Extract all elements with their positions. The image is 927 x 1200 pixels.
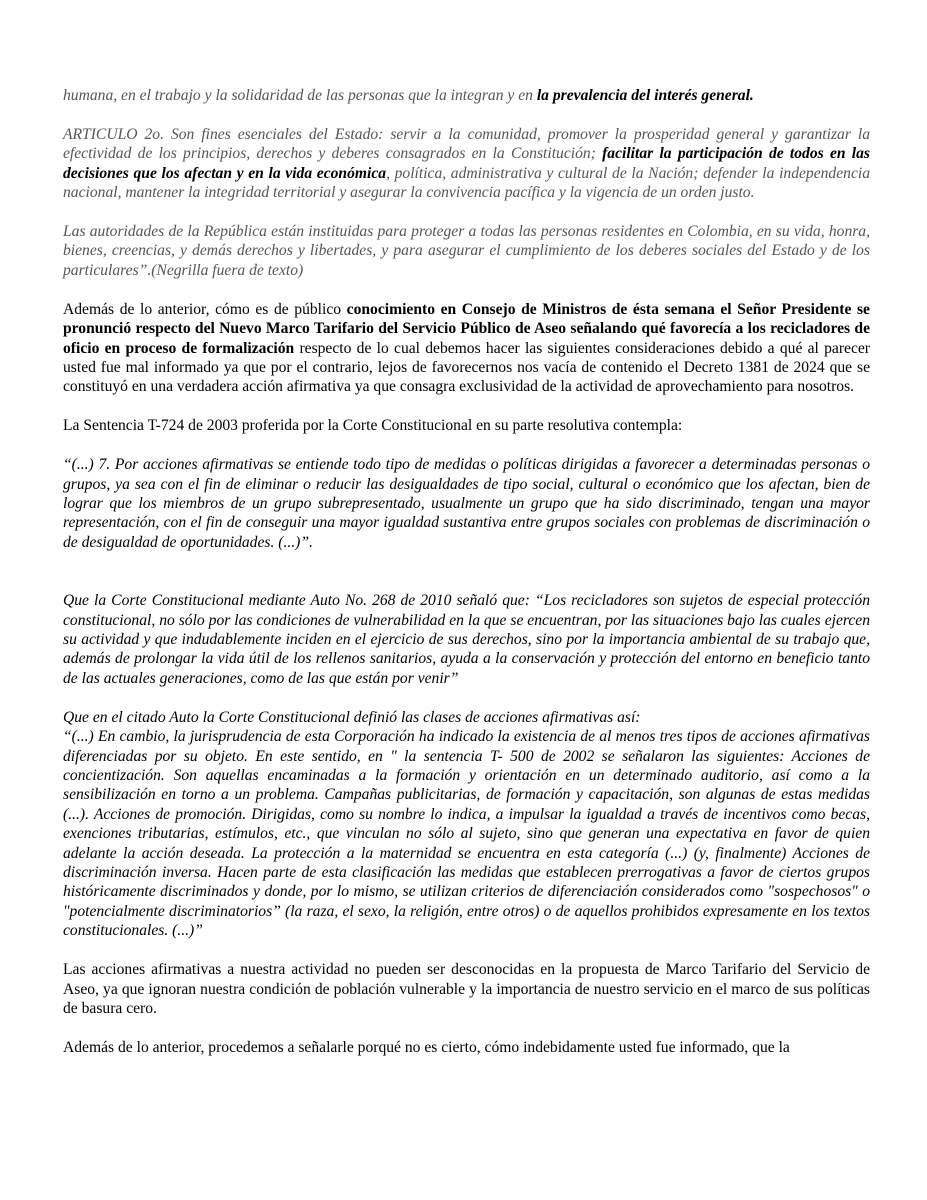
auto-definition-intro: Que en el citado Auto la Corte Constitucional definió las clases de acciones afirmativas así:	[63, 708, 641, 726]
auto-268-quote: Que la Corte Constitucional mediante Auto No. 268 de 2010 señaló que: “Los recicladores son sujetos de especial protección constitucional, no sólo por las condiciones de vulnerabilidad en la que se encuentran, por las situaciones bajo las cuales ejercen su actividad y que indudablemente inciden en el ejercicio de sus derechos, sino por la importancia ambiental de su trabajo que, además de prolongar la vida útil de los rellenos sanitarios, ayuda a la conservación y protección del entorno en beneficio tanto de las actuales generaciones, como de las que están por venir”	[63, 592, 870, 687]
constitution-article-2	[63, 125, 870, 203]
sentencia-quote: “(...) 7. Por acciones afirmativas se entiende todo tipo de medidas o políticas dirigidas a favorecer a determinadas personas o grupos, ya sea con el fin de eliminar o reducir las desigualdades de tipo social, cultural o económico que los afectan, bien de lograr que los miembros de un grupo subrepresentado, usualmente un grupo que ha sido discriminado, tengan una mayor representación, con el fin de conseguir una mayor igualdad sustantiva entre grupos sociales con problemas de discriminación o de desigualdad de oportunidades. (...)”.	[63, 456, 870, 551]
constitution-article-1-continuation	[63, 86, 870, 105]
text-run: respecto de lo cual debemos hacer las siguientes consideraciones debido a qué al parecer usted fue mal informado ya que por el contrario, lejos de favorecernos nos vacía de contenido el Decreto 1381 de 2024 que se constituyó en una verdadera acción afirmativa ya que consagra exclusividad de la actividad de aprovechamiento para nosotros.	[63, 339, 870, 396]
text-run: ARTICULO 2o. Son fines esenciales del Estado: servir a la comunidad, promover la prosperidad general y garantizar la efectividad de los principios, derechos y deberes consagrados en la Constitución;	[63, 125, 870, 163]
text-run: humana, en el trabajo y la solidaridad de las personas que la integran y en	[63, 87, 537, 104]
bold-text-run: conocimiento en Consejo de Ministros de ésta semana el Señor Presidente se pronunció respecto del Nuevo Marco Tarifario del Servicio Público de Aseo señalando qué favorecía a los recicladores de oficio en proceso de formalización	[63, 300, 870, 357]
document-page	[63, 86, 870, 1057]
body-paragraph-closing: Además de lo anterior, procedemos a señalarle porqué no es cierto, cómo indebidamente usted fue informado, que la	[63, 1038, 790, 1056]
bold-text-run: la prevalencia del interés general.	[536, 87, 754, 104]
body-paragraph-sentencia: La Sentencia T-724 de 2003 proferida por la Corte Constitucional en su parte resolutiva contempla:	[63, 417, 683, 435]
text-run: Además de lo anterior, cómo es de público	[63, 300, 347, 318]
text-run: , política, administrativa y cultural de la Nación; defender la independencia nacional, mantener la integridad territorial y asegurar la convivencia pacífica y la vigencia de un orden justo.	[63, 164, 870, 202]
body-paragraph-presidente	[63, 300, 870, 397]
constitution-article-2-paragraph: Las autoridades de la República están instituidas para proteger a todas las personas residentes en Colombia, en su vida, honra, bienes, creencias, y demás derechos y libertades, y para asegurar el cumplimiento de los deberes sociales del Estado y de los particulares”.(Negrilla fuera de texto)	[63, 223, 870, 279]
body-paragraph-marco-tarifario: Las acciones afirmativas a nuestra actividad no pueden ser desconocidas en la propuesta de Marco Tarifario del Servicio de Aseo, ya que ignoran nuestra condición de población vulnerable y la importancia de nuestro servicio en el marco de sus políticas de basura cero.	[63, 961, 870, 1017]
acciones-afirmativas-quote: “(...) En cambio, la jurisprudencia de esta Corporación ha indicado la existencia de al menos tres tipos de acciones afirmativas diferenciadas por su objeto. En este sentido, en " la sentencia T- 500 de 2002 se señalaron las siguientes: Acciones de concientización. Son aquellas encaminadas a la formación y orientación en un determinado auditorio, así como a la sensibilización en torno a un problema. Campañas publicitarias, de formación y capacitación, son algunas de estas medidas (...). Acciones de promoción. Dirigidas, como su nombre lo indica, a impulsar la igualdad a través de incentivos como becas, exenciones tributarias, estímulos, etc., que vinculan no sólo al sujeto, sino que generan una expectativa en favor de quien adelante la acción deseada. La protección a la maternidad se encuentra en esta categoría (...) (y, finalmente) Acciones de discriminación inversa. Hacen parte de esta clasificación las medidas que establecen prerrogativas a favor de ciertos grupos históricamente discriminados y donde, por lo mismo, se utilizan criterios de diferenciación considerados como "sospechosos" o "potencialmente discriminatorios” (la raza, el sexo, la religión, entre otros) o de aquellos prohibidos expresamente en los textos constitucionales. (...)”	[63, 728, 870, 940]
bold-text-run: facilitar la participación de todos en las decisiones que los afectan y en la vida económica	[63, 145, 870, 182]
